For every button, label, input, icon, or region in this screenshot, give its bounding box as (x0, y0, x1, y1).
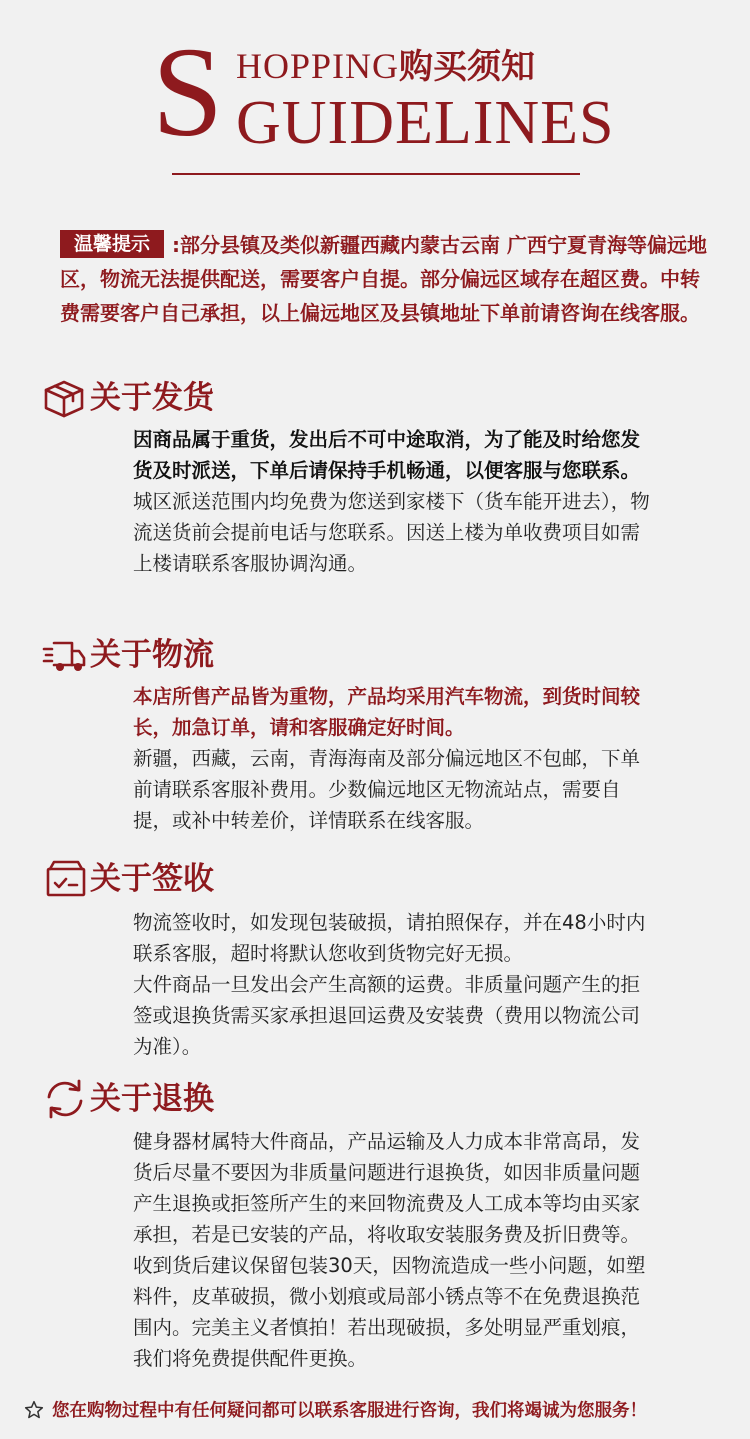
section-returns-title: 关于退换 (90, 1081, 214, 1117)
warm-tip (60, 228, 710, 330)
section-shipping-body (133, 424, 653, 579)
section-logistics-text: 新疆，西藏，云南，青海海南及部分偏远地区不包邮，下单前请联系客服补费用。少数偏远地区无物流站点，需要自提，或补中转差价，详情联系在线客服。 (133, 747, 641, 832)
section-signing-text2: 大件商品一旦发出会产生高额的运费。非质量问题产生的拒签或退换货需买家承担退回运费及安装费（费用以物流公司为准）。 (133, 973, 641, 1058)
section-logistics-header (42, 633, 302, 677)
section-returns-text: 健身器材属特大件商品，产品运输及人力成本非常高昂，发货后尽量不要因为非质量问题进行退换货，如因非质量问题产生退换或拒签所产生的来回物流费及人工成本等均由买家承担，若是已安装的产品，将收取安装服务费及折旧费等。收到货后建议保留包装30天，因物流造成一些小问题，如塑料件，皮革破损，微小划痕或局部小锈点等不在免费退换范围内。完美主义者慎拍！若出现破损，多处明显严重划痕，我们将免费提供配件更换。 (133, 1130, 646, 1370)
section-shipping-text: 城区派送范围内均免费为您送到家楼下（货车能开进去），物流送货前会提前电话与您联系。因送上楼为单收费项目如需上楼请联系客服协调沟通。 (133, 490, 650, 575)
section-signing-body (133, 907, 653, 1062)
header-title-line1 (236, 46, 535, 87)
header-title-line2: GUIDELINES (236, 89, 615, 157)
section-returns-header (42, 1077, 302, 1121)
refresh-icon (42, 1077, 88, 1121)
star-outline-icon (24, 1400, 44, 1420)
section-shipping-header (42, 376, 302, 420)
truck-icon (42, 633, 88, 677)
section-signing-header (42, 857, 302, 901)
box-check-icon (42, 857, 88, 901)
section-shipping-title: 关于发货 (90, 380, 214, 416)
section-signing-title: 关于签收 (90, 861, 214, 897)
section-logistics-title: 关于物流 (90, 637, 214, 673)
header-divider (172, 173, 580, 175)
warm-tip-body: :部分县镇及类似新疆西藏内蒙古云南 广西宁夏青海等偏远地区，物流无法提供配送，需要客户自提。部分偏远区域存在超区费。中转费需要客户自己承担，以上偏远地区及县镇地址下单前请咨询在线客服。 (60, 233, 707, 325)
warm-tip-badge: 温馨提示 (60, 230, 164, 258)
section-returns-body (133, 1126, 653, 1374)
header-title-cn: 购买须知 (399, 47, 536, 87)
section-shipping-bold-text: 因商品属于重货，发出后不可中途取消，为了能及时给您发货及时派送，下单后请保持手机畅通，以便客服与您联系。 (133, 428, 641, 482)
footer-text: 您在购物过程中有任何疑问都可以联系客服进行咨询，我们将竭诚为您服务！ (52, 1401, 647, 1421)
header-initial-letter: S (152, 21, 224, 163)
footer-note (24, 1398, 734, 1426)
warm-tip-text (60, 228, 710, 330)
header-title-en: HOPPING (236, 46, 400, 86)
page-header (0, 0, 750, 190)
package-icon (42, 376, 88, 420)
section-signing-text: 物流签收时，如发现包装破损，请拍照保存，并在48小时内联系客服，超时将默认您收到货物完好无损。 (133, 911, 646, 965)
section-logistics-bold-text: 本店所售产品皆为重物，产品均采用汽车物流，到货时间较长，加急订单，请和客服确定好时间。 (133, 685, 641, 739)
section-logistics-body (133, 681, 653, 836)
